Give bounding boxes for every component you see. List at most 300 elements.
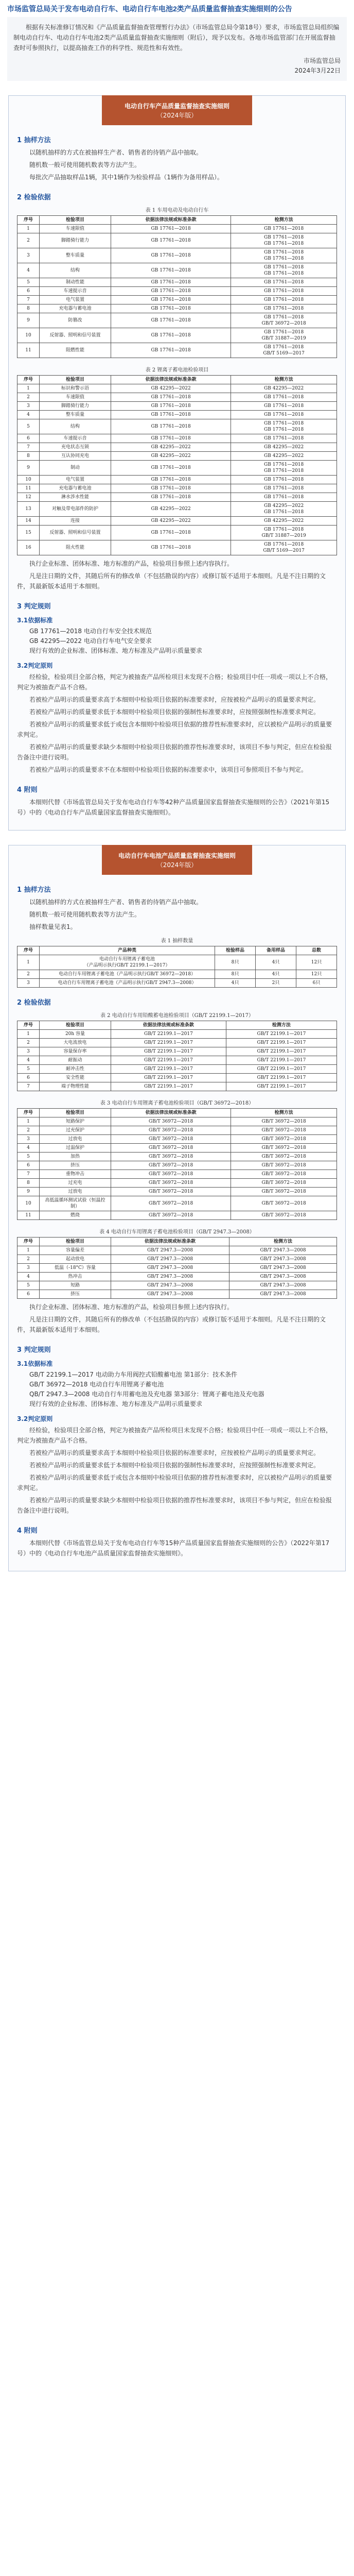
battery-table4-caption: 表 4 电动自行车用锂离子蓄电池检验项目（GB/T 2947.3—2008） <box>99 1229 255 1235</box>
table-cell: GB 17761—2018 <box>231 476 337 484</box>
table-cell: 7 <box>17 1082 40 1091</box>
table-cell: GB/T 36972—2018 <box>231 1170 337 1179</box>
table-header-cell: 检验样品 <box>215 946 256 955</box>
table-cell: 2 <box>17 233 40 248</box>
table-cell: 电气装置 <box>40 476 111 484</box>
bike-principle-text: 经检验，检验项目全部合格，判定为被抽查产品所检项目未发现不合格；检验项目中任一项或一项以上不合格，判定为被抽查产品不合格。 <box>17 673 332 691</box>
table-row <box>17 1290 337 1299</box>
table-cell: GB 17761—2018 <box>231 493 337 502</box>
table-cell: 电气装置 <box>40 296 111 304</box>
table-cell: 8 <box>17 452 40 461</box>
table-cell: GB 17761—2018 <box>111 411 231 419</box>
table-cell: 6 <box>17 1161 40 1170</box>
table-cell: GB 17761—2018 <box>231 411 337 419</box>
table-cell: 加热 <box>40 1153 111 1161</box>
battery-heading-principles: 3.2判定原则 <box>17 1415 53 1422</box>
table-header-cell: 检测方法 <box>231 1109 337 1117</box>
bike-table1 <box>17 215 337 358</box>
table-cell: 充电状态互锁 <box>40 443 111 452</box>
table-row <box>17 1255 337 1264</box>
table-cell: GB 42295—2022 <box>231 452 337 461</box>
table-cell: GB 17761—2018 <box>111 419 231 434</box>
table-cell: GB/T 22199.1—2017 <box>111 1074 226 1082</box>
table-cell: 3 <box>17 1047 40 1056</box>
table-cell: 互认协同充电 <box>40 452 111 461</box>
table-cell: GB 17761—2018 <box>111 393 231 402</box>
table-cell: 4 <box>17 1273 40 1281</box>
table-cell: 过放电 <box>40 1188 111 1196</box>
table-cell: 5 <box>17 1281 40 1290</box>
table-header-cell: 依据法律法规或标准条款 <box>111 1109 231 1117</box>
table-cell: 1 <box>17 384 40 393</box>
table-header-row <box>17 1238 337 1246</box>
table-cell: 4只 <box>215 979 256 988</box>
table-row <box>17 1056 337 1065</box>
table-cell: 10 <box>17 476 40 484</box>
table-cell: 4 <box>17 263 40 278</box>
table-cell: 电动自行车用锂离子蓄电池（产品明示执行GB/T 2947.3—2008） <box>40 979 215 988</box>
table-cell: GB 17761—2018 GB/T 31887—2019 <box>231 328 337 343</box>
table-cell: 15 <box>17 526 40 540</box>
table-row <box>17 402 337 411</box>
table-header-cell: 检测方法 <box>231 216 337 225</box>
table-cell: 1 <box>17 1246 40 1255</box>
table-cell: 3 <box>17 979 40 988</box>
table-cell: GB 42295—2022 <box>231 517 337 526</box>
table-cell: GB 17761—2018 <box>111 526 231 540</box>
bike-standard-item: GB 17761—2018 电动自行车安全技术规范 <box>29 628 152 635</box>
table-row <box>17 1030 337 1039</box>
battery-table2-caption: 表 2 电动自行车用铅酸蓄电池检验项目（GB/T 22199.1—2017） <box>100 1013 254 1019</box>
table-cell: 车速提示音 <box>40 287 111 296</box>
table-row <box>17 411 337 419</box>
table-cell: GB/T 36972—2018 <box>111 1211 231 1220</box>
table-cell: 8 <box>17 304 40 313</box>
table-cell: 阻燃性能 <box>40 343 111 358</box>
table-row <box>17 393 337 402</box>
table-cell: GB 17761—2018 <box>231 402 337 411</box>
table-row <box>17 278 337 287</box>
table-cell: 过充电 <box>40 1179 111 1188</box>
table-cell: GB/T 36972—2018 <box>111 1170 231 1179</box>
table-cell: GB/T 36972—2018 <box>111 1144 231 1153</box>
battery-banner-subtitle: （2024年版） <box>156 861 198 869</box>
table-cell: GB/T 36972—2018 <box>111 1196 231 1211</box>
table-cell: 3 <box>17 1264 40 1273</box>
table-cell: 挤压 <box>40 1290 111 1299</box>
table-cell: GB 17761—2018 <box>111 313 231 328</box>
table-cell: GB 17761—2018 <box>231 484 337 493</box>
battery-principle-text: 若被检产品明示的质量要求低于或包含本细则中检验项目依据的推荐性标准要求时，应以被检产品明示的质量要求判定。 <box>17 1474 332 1492</box>
table-row <box>17 502 337 517</box>
table-cell: GB/T 22199.1—2017 <box>111 1056 226 1065</box>
table-cell: GB 17761—2018 GB 17761—2018 <box>231 248 337 263</box>
table-cell: GB 42295—2022 <box>111 452 231 461</box>
table-cell: GB 17761—2018 <box>231 225 337 233</box>
table-cell: 阻火性能 <box>40 540 111 555</box>
table-cell: 整车质量 <box>40 411 111 419</box>
table-header-cell: 序号 <box>17 1238 40 1246</box>
table-row <box>17 1074 337 1082</box>
table-cell: GB/T 22199.1—2017 <box>111 1047 226 1056</box>
table-header-cell: 检验项目 <box>40 1109 111 1117</box>
bike-principle-text: 若被检产品明示的质量要求不在本细则中检验项目依据的标准要求中，该项目可参照项目不参与判定。 <box>29 766 308 773</box>
table-cell: 结构 <box>40 263 111 278</box>
table-cell: 16 <box>17 540 40 555</box>
table-row <box>17 304 337 313</box>
table-cell: 1 <box>17 1030 40 1039</box>
bike-sampling-text: 随机数一般可使用随机数表等方法产生。 <box>29 161 141 168</box>
table-row <box>17 1126 337 1135</box>
table-cell: 4 <box>17 1056 40 1065</box>
table-cell: GB 17761—2018 <box>111 287 231 296</box>
table-cell: GB 17761—2018 <box>231 304 337 313</box>
table-header-cell: 序号 <box>17 216 40 225</box>
table-row <box>17 955 337 970</box>
table-cell: GB 17761—2018 GB 17761—2018 <box>231 233 337 248</box>
signature-date: 2024年3月22日 <box>294 67 341 74</box>
table-cell: 容量保存率 <box>40 1047 111 1056</box>
table-row <box>17 1117 337 1126</box>
table-header-cell: 检测方法 <box>231 376 337 384</box>
table-row <box>17 1153 337 1161</box>
table-cell: 7 <box>17 1170 40 1179</box>
table-cell: 车速限值 <box>40 393 111 402</box>
table-row <box>17 296 337 304</box>
table-header-row <box>17 946 337 955</box>
table-cell: 端子物理性能 <box>40 1082 111 1091</box>
battery-heading-basis: 2 检验依据 <box>17 999 51 1007</box>
table-cell: GB 17761—2018 GB 17761—2018 <box>231 419 337 434</box>
bike-heading-sampling: 1 抽样方法 <box>17 137 51 144</box>
table-row <box>17 476 337 484</box>
table-cell: GB/T 22199.1—2017 <box>226 1065 337 1074</box>
table-cell: GB/T 2947.3—2008 <box>111 1290 229 1299</box>
table-cell: 过充保护 <box>40 1126 111 1135</box>
table-cell: GB 17761—2018 <box>231 296 337 304</box>
table-cell: GB/T 22199.1—2017 <box>226 1047 337 1056</box>
table-cell: 10 <box>17 1196 40 1211</box>
table-header-cell: 序号 <box>17 376 40 384</box>
battery-heading-standards: 3.1依据标准 <box>17 1360 53 1367</box>
table-cell: 4只 <box>256 970 296 979</box>
table-cell: 7 <box>17 296 40 304</box>
table-row <box>17 970 337 979</box>
table-cell: GB 42295—2022 <box>231 443 337 452</box>
table-cell: GB 17761—2018 <box>111 461 231 476</box>
bike-basis-note: 执行企业标准、团体标准、地方标准的产品，检验项目参照上述内容执行。 <box>29 560 234 567</box>
table-row <box>17 287 337 296</box>
table-cell: 高低温循环测试试验（恒温控制） <box>40 1196 111 1211</box>
bike-principle-text: 若被检产品明示的质量要求低于本细则中检验项目依据的强制性标准要求时，应按照强制性标准要求判定。 <box>29 708 320 716</box>
table-row <box>17 526 337 540</box>
table-cell: 4 <box>17 1144 40 1153</box>
table-row <box>17 384 337 393</box>
table-cell: GB/T 2947.3—2008 <box>229 1246 337 1255</box>
table-cell: GB/T 36972—2018 <box>111 1188 231 1196</box>
battery-table2 <box>17 1021 337 1091</box>
table-cell: GB/T 22199.1—2017 <box>226 1039 337 1047</box>
table-cell: 安全性能 <box>40 1074 111 1082</box>
bike-basis-note: 凡是注日期的文件，其随后所有的修改单（不包括勘误的内容）或修订版不适用于本细则。凡是不注日期的文件，其最新版本适用于本细则。 <box>17 572 326 590</box>
table-cell: 7 <box>17 443 40 452</box>
table-row <box>17 443 337 452</box>
table-cell: GB 17761—2018 <box>231 278 337 287</box>
table-header-cell: 依据法律法规或标准条款 <box>111 1238 229 1246</box>
battery-rules-banner <box>102 845 252 875</box>
table-cell: 11 <box>17 484 40 493</box>
battery-appendix-text: 本细则代替《市场监管总局关于发布电动自行车等15种产品质量国家监督抽查实施细则的公告》（2022年第17号）中的《电动自行车电池产品质量国家监督抽查实施细则》。 <box>17 1539 330 1557</box>
table-cell: 6 <box>17 1290 40 1299</box>
table-cell: 低温（-18°C）容量 <box>40 1264 111 1273</box>
bike-heading-appendix: 4 附则 <box>17 786 38 794</box>
table-cell: 9 <box>17 313 40 328</box>
table-cell: 11 <box>17 1211 40 1220</box>
table-cell: 2 <box>17 393 40 402</box>
table-cell: 12只 <box>296 970 337 979</box>
table-cell: 3 <box>17 248 40 263</box>
table-cell: 淋水涉水性能 <box>40 493 111 502</box>
intro-paragraph: 根据有关标准修订情况和《产品质量监督抽查管理暂行办法》（市场监管总局令第18号）要求，市场监管总局组织编制电动自行车、电动自行车电池2类产品质量监督抽查实施细则（附后），现予以发布。各地市场监管部门在开展监督抽查时可参照执行，以提高抽查工作的科学性、规范性和有效性。 <box>13 24 340 52</box>
battery-table4 <box>17 1237 337 1299</box>
battery-standard-item: GB/T 36972—2018 电动自行车用锂离子蓄电池 <box>29 1381 164 1388</box>
table-cell: 反射器、照明和信号装置 <box>40 328 111 343</box>
article-title: 市场监管总局关于发布电动自行车、电动自行车电池2类产品质量监督抽查实施细则的公告 <box>7 5 292 13</box>
table-row <box>17 493 337 502</box>
bike-table2-caption: 表 2 锂离子蓄电池检验项目 <box>145 367 209 373</box>
table-cell: GB/T 2947.3—2008 <box>229 1290 337 1299</box>
table-cell: GB 42295—2022 <box>111 384 231 393</box>
table-cell: GB 17761—2018 <box>111 304 231 313</box>
table-cell: GB 17761—2018 <box>111 434 231 443</box>
table-cell: 13 <box>17 502 40 517</box>
table-header-cell: 备用样品 <box>256 946 296 955</box>
battery-principle-text: 若被检产品明示的质量要求缺少本细则中检验项目依据的推荐性标准要求时，该项目不参与判定，但应在检验报告备注中进行说明。 <box>17 1497 332 1514</box>
table-cell: 6 <box>17 434 40 443</box>
table-cell: GB/T 36972—2018 <box>111 1179 231 1188</box>
table-cell: 5 <box>17 278 40 287</box>
table-cell: GB/T 2947.3—2008 <box>111 1255 229 1264</box>
table-cell: GB 17761—2018 <box>231 393 337 402</box>
table-cell: GB 17761—2018 <box>111 402 231 411</box>
table-cell: 5 <box>17 1153 40 1161</box>
table-cell: 8 <box>17 1179 40 1188</box>
bike-rules-banner <box>102 95 252 125</box>
table-row <box>17 1211 337 1220</box>
table-header-cell: 依据法律法规或标准条款 <box>111 216 231 225</box>
table-cell: 脚踏骑行能力 <box>40 402 111 411</box>
table-cell: GB 17761—2018 GB 17761—2018 <box>231 263 337 278</box>
battery-table3 <box>17 1108 337 1220</box>
table-cell: GB/T 22199.1—2017 <box>226 1074 337 1082</box>
table-cell: 防篡改 <box>40 313 111 328</box>
table-cell: GB 42295—2022 GB 17761—2018 <box>231 502 337 517</box>
table-row <box>17 540 337 555</box>
table-cell: 4 <box>17 411 40 419</box>
table-cell: 制动 <box>40 461 111 476</box>
table-cell: GB/T 36972—2018 <box>231 1144 337 1153</box>
table-cell: 容量偏差 <box>40 1246 111 1255</box>
table-cell: 重物冲击 <box>40 1170 111 1179</box>
table-header-cell: 检测方法 <box>226 1021 337 1030</box>
table-row <box>17 1264 337 1273</box>
bike-table2 <box>17 375 337 555</box>
table-row <box>17 1273 337 1281</box>
battery-basis-note: 执行企业标准、团体标准、地方标准的产品，检验项目参照上述内容执行。 <box>29 1303 234 1311</box>
battery-banner-title: 电动自行车电池产品质量监督抽查实施细则 <box>118 852 236 859</box>
table-cell: GB/T 36972—2018 <box>111 1153 231 1161</box>
table-cell: 挤压 <box>40 1161 111 1170</box>
table-cell: GB 42295—2022 <box>111 443 231 452</box>
table-cell: 8只 <box>215 955 256 970</box>
table-cell: GB 17761—2018 <box>111 225 231 233</box>
table-cell: 脚踏骑行能力 <box>40 233 111 248</box>
table-cell: 1 <box>17 225 40 233</box>
table-cell: 2 <box>17 1039 40 1047</box>
table-cell: GB 42295—2022 <box>111 502 231 517</box>
table-cell: 5 <box>17 1065 40 1074</box>
table-header-cell: 检验项目 <box>40 216 111 225</box>
table-row <box>17 1065 337 1074</box>
table-cell: 制动性能 <box>40 278 111 287</box>
table-cell: GB 17761—2018 <box>111 343 231 358</box>
table-cell: 3 <box>17 402 40 411</box>
table-cell: GB/T 2947.3—2008 <box>111 1273 229 1281</box>
table-cell: GB 17761—2018 GB/T 31887—2019 <box>231 526 337 540</box>
table-cell: GB/T 2947.3—2008 <box>229 1281 337 1290</box>
table-cell: 热冲击 <box>40 1273 111 1281</box>
table-cell: 起动放电 <box>40 1255 111 1264</box>
intro-box <box>7 17 347 81</box>
table-cell: GB/T 22199.1—2017 <box>226 1082 337 1091</box>
table-cell: 2 <box>17 970 40 979</box>
battery-sampling-text: 随机数一般可使用随机数表等方法产生。 <box>29 911 141 918</box>
table-cell: GB/T 36972—2018 <box>231 1179 337 1188</box>
table-cell: GB/T 36972—2018 <box>111 1126 231 1135</box>
table-cell: GB/T 2947.3—2008 <box>111 1246 229 1255</box>
table-row <box>17 233 337 248</box>
battery-principle-text: 经检验，检验项目全部合格，判定为被抽查产品所检项目未发现不合格；检验项目中任一项或一项以上不合格，判定为被抽查产品不合格。 <box>17 1427 332 1444</box>
bike-sampling-text: 每批次产品抽取样品1辆，其中1辆作为检验样品（1辆作为备用样品）。 <box>29 174 223 181</box>
table-cell: GB/T 22199.1—2017 <box>226 1030 337 1039</box>
table-cell: GB 17761—2018 <box>111 540 231 555</box>
battery-standard-item: 现行有效的企业标准、团体标准、地方标准及产品明示质量要求 <box>29 1400 203 1408</box>
table-cell: GB/T 36972—2018 <box>231 1117 337 1126</box>
bike-table1-caption: 表 1 车用电动及电动自行车 <box>145 208 209 213</box>
battery-principle-text: 若被检产品明示的质量要求高于本细则中检验项目依据的标准要求时，应按被检产品明示的质量要求判定。 <box>29 1449 320 1456</box>
table-row <box>17 484 337 493</box>
table-cell: 耐冲击性 <box>40 1065 111 1074</box>
table-header-cell: 检验项目 <box>40 376 111 384</box>
table-header-cell: 序号 <box>17 1109 40 1117</box>
table-header-cell: 总数 <box>296 946 337 955</box>
table-row <box>17 313 337 328</box>
table-cell: GB/T 22199.1—2017 <box>111 1082 226 1091</box>
table-cell: GB/T 2947.3—2008 <box>229 1273 337 1281</box>
table-row <box>17 979 337 988</box>
table-cell: 2 <box>17 1255 40 1264</box>
table-cell: 对触及带电部件的防护 <box>40 502 111 517</box>
table-cell: GB 17761—2018 <box>111 296 231 304</box>
table-cell: GB 17761—2018 GB 17761—2018 <box>231 461 337 476</box>
bike-standard-item: GB 42295—2022 电动自行车电气安全要求 <box>29 637 152 645</box>
table-cell: GB/T 22199.1—2017 <box>111 1039 226 1047</box>
table-row <box>17 1047 337 1056</box>
table-header-cell: 检验项目 <box>40 1021 111 1030</box>
bike-heading-judgement: 3 判定规则 <box>17 603 51 611</box>
battery-table1 <box>17 946 337 988</box>
battery-heading-appendix: 4 附则 <box>17 1527 38 1535</box>
table-header-cell: 产品种类 <box>40 946 215 955</box>
table-cell: GB/T 2947.3—2008 <box>111 1281 229 1290</box>
table-cell: 电动自行车用锂离子蓄电池 （产品明示执行GB/T 22199.1—2017） <box>40 955 215 970</box>
table-row <box>17 328 337 343</box>
bike-banner-title: 电动自行车产品质量监督抽查实施细则 <box>124 103 229 110</box>
table-cell: 充电器与蓄电池 <box>40 304 111 313</box>
table-cell: 短路保护 <box>40 1117 111 1126</box>
table-row <box>17 263 337 278</box>
battery-table2-body <box>17 1030 337 1091</box>
table-cell: GB 17761—2018 <box>111 248 231 263</box>
battery-table1-caption: 表 1 抽样数量 <box>161 938 193 944</box>
table-cell: 过温保护 <box>40 1144 111 1153</box>
table-cell: 车速提示音 <box>40 434 111 443</box>
table-row <box>17 1144 337 1153</box>
bike-table1-body <box>17 225 337 358</box>
table-cell: GB 17761—2018 <box>231 287 337 296</box>
table-row <box>17 1039 337 1047</box>
table-cell: 9 <box>17 461 40 476</box>
table-cell: GB 17761—2018 <box>111 476 231 484</box>
table-cell: GB 17761—2018 GB/T 5169—2017 <box>231 343 337 358</box>
table-header-cell: 依据法律法规或标准条款 <box>111 376 231 384</box>
table-cell: GB/T 36972—2018 <box>231 1153 337 1161</box>
table-row <box>17 225 337 233</box>
table-row <box>17 248 337 263</box>
signature-org: 市场监管总局 <box>303 57 341 64</box>
article-header <box>0 0 354 17</box>
table-cell: GB/T 36972—2018 <box>111 1135 231 1144</box>
table-cell: 耐振动 <box>40 1056 111 1065</box>
table-cell: GB/T 2947.3—2008 <box>229 1264 337 1273</box>
table-cell: 2只 <box>256 979 296 988</box>
bike-principle-text: 若被检产品明示的质量要求高于本细则中检验项目依据的标准要求时，应按被检产品明示的质量要求判定。 <box>29 696 320 703</box>
table-cell: 反射器、照明和信号装置 <box>40 526 111 540</box>
table-cell: GB 17761—2018 <box>111 263 231 278</box>
table-cell: 短路 <box>40 1281 111 1290</box>
table-cell: GB/T 36972—2018 <box>111 1161 231 1170</box>
table-cell: 14 <box>17 517 40 526</box>
table-header-row <box>17 216 337 225</box>
table-row <box>17 517 337 526</box>
battery-table1-body <box>17 955 337 988</box>
battery-table3-body <box>17 1117 337 1220</box>
table-cell: GB/T 36972—2018 <box>111 1117 231 1126</box>
battery-table3-caption: 表 3 电动自行车用锂离子蓄电池检验项目（GB/T 36972—2018） <box>100 1100 254 1106</box>
table-cell: GB/T 36972—2018 <box>231 1211 337 1220</box>
table-cell: GB/T 2947.3—2008 <box>111 1264 229 1273</box>
battery-table4-body <box>17 1246 337 1299</box>
table-header-cell: 检测方法 <box>229 1238 337 1246</box>
bike-principle-text: 若被检产品明示的质量要求低于或包含本细则中检验项目依据的推荐性标准要求时，应以被检产品明示的质量要求判定。 <box>17 721 332 738</box>
table-row <box>17 1170 337 1179</box>
table-row <box>17 419 337 434</box>
table-cell: 6 <box>17 1074 40 1082</box>
battery-heading-judgement: 3 判定规则 <box>17 1346 51 1354</box>
battery-standard-item: GB/T 22199.1—2017 电动助力车用阀控式铅酸蓄电池 第1部分：技术条件 <box>29 1371 238 1378</box>
table-cell: GB 17761—2018 <box>111 278 231 287</box>
table-cell: GB/T 22199.1—2017 <box>111 1065 226 1074</box>
